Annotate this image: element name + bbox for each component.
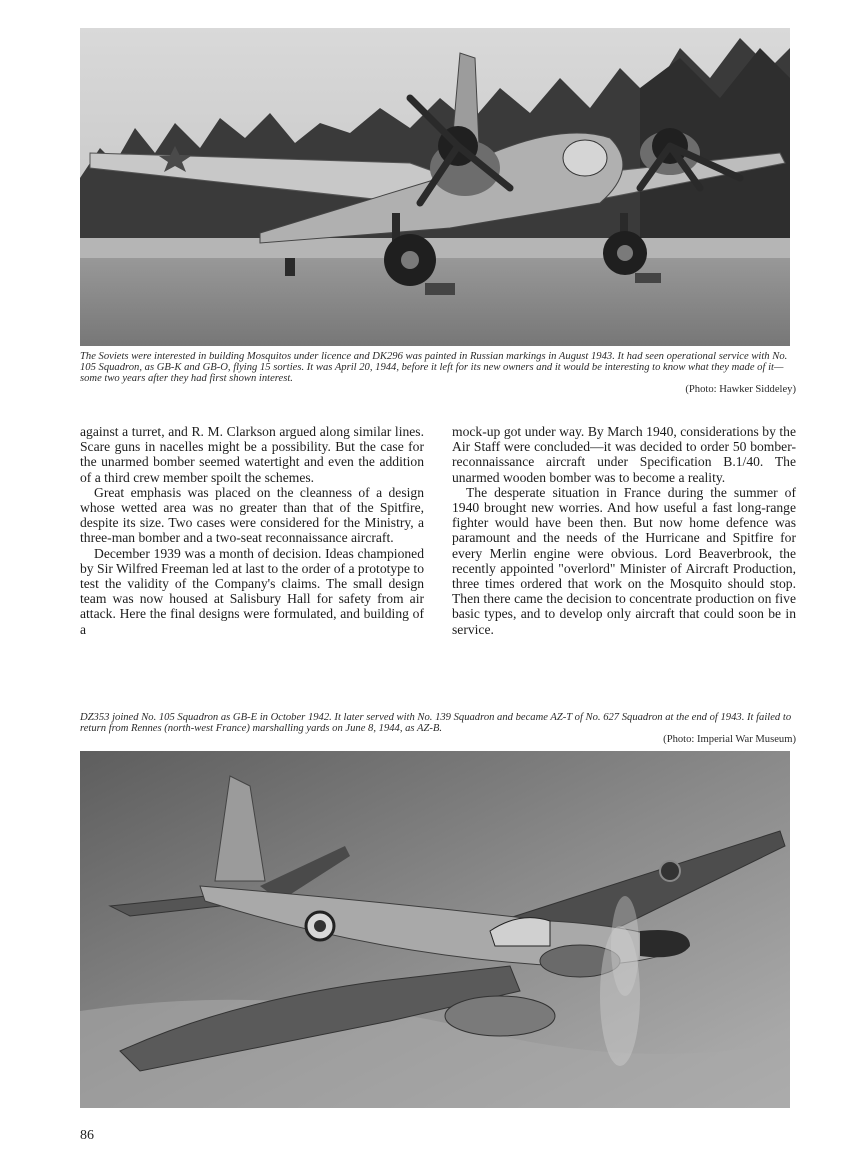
caption-text: DZ353 joined No. 105 Squadron as GB-E in October 1942. It later served with No. 139 Squadron and became AZ-T of No. 627 Squadron at the end of 1943. It failed to return from Rennes (north-west France) marshalling yards on June 8, 1944, as AZ-B. bbox=[80, 712, 792, 734]
caption-text: The Soviets were interested in building Mosquitos under licence and DK296 was painted in Russian markings in August 1943. It had seen operational service with No. 105 Squadron, as GB-K and GB-O, flying 15 sorties. It was April 20, 1944, before it left for its new owners and it would be interesting to know what they made of it—some two years after they had first shown interest. bbox=[80, 351, 788, 384]
photo-credit: (Photo: Imperial War Museum) bbox=[663, 734, 796, 745]
paragraph: mock-up got under way. By March 1940, considerations by the Air Staff were concluded—it was decided to order 50 bomber-reconnaissance aircraft under Specification B.1/40. The unarmed wooden bomber was to become a reality. bbox=[452, 424, 796, 485]
photo-mosquito-dz353 bbox=[80, 751, 790, 1108]
mosquito-in-flight-image bbox=[80, 751, 790, 1108]
paragraph: Great emphasis was placed on the cleanness of a design whose wetted area was no greater than that of the Spitfire, despite its size. Two cases were considered for the Ministry, a three-man bomber and a two-seat reconnaissance aircraft. bbox=[80, 484, 424, 546]
text-column-right bbox=[452, 424, 796, 637]
photo-mosquito-dk296 bbox=[80, 28, 790, 346]
photo-caption-top bbox=[80, 351, 796, 395]
paragraph: December 1939 was a month of decision. Ideas championed by Sir Wilfred Freeman led at last to the order of a prototype to test the validity of the Company's claims. The small design team was now housed at Salisbury Hall for safety from air attack. Here the final designs were formulated, and building of a bbox=[80, 545, 424, 637]
page-number: 86 bbox=[80, 1128, 94, 1143]
paragraph: The desperate situation in France during the summer of 1940 brought new worries. And how useful a fast long-range fighter would have been then. But now home defence was paramount and the needs of the Hurricane and Spitfire for every Merlin engine were obvious. Lord Beaverbrook, the recently appointed "overlord" Minister of Aircraft Production, three times ordered that work on the Mosquito should stop. Then there came the decision to concentrate production on five basic types, and to develop only aircraft that could soon be in service. bbox=[452, 484, 796, 637]
text-column-left bbox=[80, 424, 424, 637]
photo-credit: (Photo: Hawker Siddeley) bbox=[685, 384, 796, 395]
photo-caption-bottom bbox=[80, 712, 796, 745]
paragraph: against a turret, and R. M. Clarkson argued along similar lines. Scare guns in nacelles might be a possibility. But the case for the unarmed bomber seemed watertight and even the addition of a third crew member spoilt the schemes. bbox=[80, 424, 424, 485]
mosquito-soviet-image bbox=[80, 28, 790, 346]
